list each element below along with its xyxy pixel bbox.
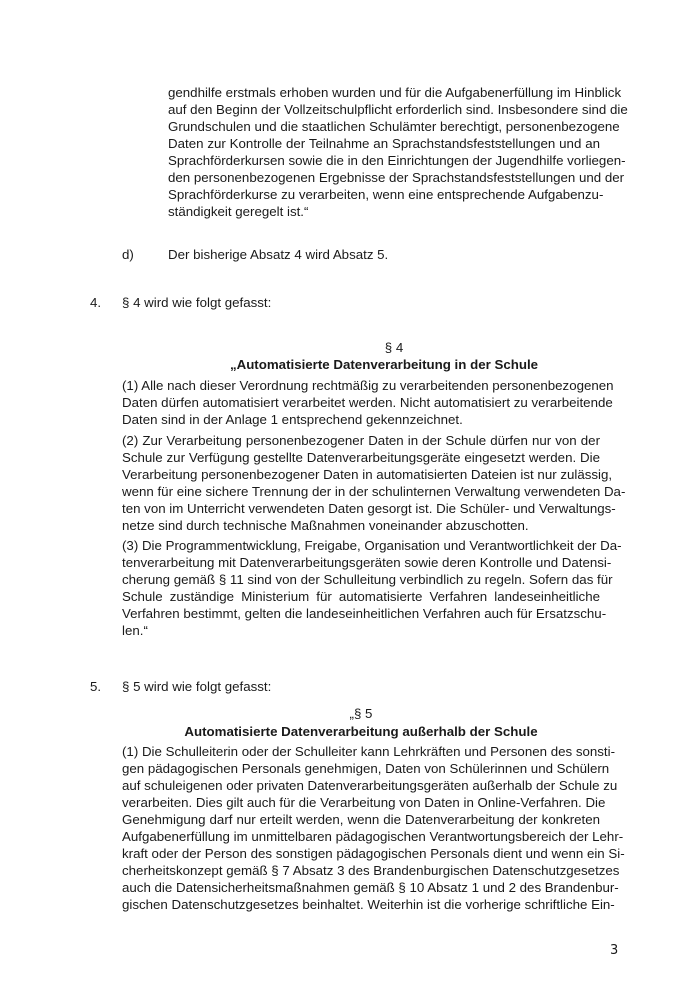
text-line: auf den Beginn der Vollzeitschulpflicht erforderlich sind. Insbesondere sind die (168, 102, 628, 117)
section-4-paragraph-2 (122, 432, 626, 534)
text-line: gischen Datenschutzgesetzes beinhaltet. Weiterhin ist die vorherige schriftliche Ein- (122, 897, 615, 912)
section-4-paragraph-1 (122, 377, 614, 428)
section-5-title: Automatisierte Datenverarbeitung außerhalb der Schule (184, 724, 538, 739)
section-5-number: „§ 5 (349, 706, 373, 721)
section-5-paragraph-1 (122, 743, 625, 913)
text-line: gen pädagogischen Personals genehmigen, Daten von Schülerinnen und Schülern (122, 761, 610, 776)
text-line: (2) Zur Verarbeitung personenbezogener Daten in der Schule dürfen nur von der (122, 433, 600, 448)
text-line: Daten zur Kontrolle der Teilnahme an Sprachstandsfeststellungen und an (168, 136, 600, 151)
text-line: kraft oder der Person des sonstigen pädagogischen Personals dient und wenn ein Si- (122, 846, 625, 861)
text-line: (3) Die Programmentwicklung, Freigabe, Organisation und Verantwortlichkeit der Da- (122, 538, 622, 553)
item-4-text: § 4 wird wie folgt gefasst: (122, 295, 272, 310)
text-line: len.“ (122, 623, 148, 638)
text-line: auch die Datensicherheitsmaßnahmen gemäß § 10 Absatz 1 und 2 des Brandenbur- (122, 880, 619, 895)
top-paragraph (168, 84, 628, 220)
text-line: (1) Die Schulleiterin oder der Schulleiter kann Lehrkräften und Personen des sonsti- (122, 744, 615, 759)
text-line: Sprachförderkurse zu verarbeiten, wenn eine entsprechende Aufgabenzu- (168, 187, 604, 202)
text-line: Sprachförderkursen sowie die in den Einrichtungen der Jugendhilfe vorliegen- (168, 153, 626, 168)
text-line: Aufgabenerfüllung im unmittelbaren pädagogischen Verantwortungsbereich der Lehr- (122, 829, 624, 844)
text-line: verarbeiten. Dies gilt auch für die Verarbeitung von Daten in Online-Verfahren. Die (122, 795, 606, 810)
text-line: Genehmigung darf nur erteilt werden, wenn die Datenverarbeitung der konkreten (122, 812, 600, 827)
item-5-text: § 5 wird wie folgt gefasst: (122, 679, 272, 694)
text-line: Verarbeitung personenbezogener Daten in automatisierten Dateien ist nur zulässig, (122, 467, 613, 482)
text-line: cherheitskonzept gemäß § 7 Absatz 3 des Brandenburgischen Datenschutzgesetzes (122, 863, 620, 878)
text-line: auf schuleigenen oder privaten Datenverarbeitungsgeräten außerhalb der Schule zu (122, 778, 618, 793)
text-line: gendhilfe erstmals erhoben wurden und für die Aufgabenerfüllung im Hinblick (168, 85, 622, 100)
text-line: wenn für eine sichere Trennung der in der schulinternen Verwaltung verwendeten Da- (122, 484, 626, 499)
text-line: den personenbezogenen Ergebnisse der Sprachstandsfeststellungen und der (168, 170, 625, 185)
item-5-label: 5. (90, 679, 102, 694)
text-line: Schule zur Verfügung gestellte Datenverarbeitungsgeräte eingesetzt werden. Die (122, 450, 600, 465)
item-d-label: d) (122, 247, 134, 262)
section-4-paragraph-3 (122, 537, 622, 639)
text-line: Verfahren bestimmt, gelten die landeseinheitlichen Verfahren auch für Ersatzschu- (122, 606, 607, 621)
item-d-text: Der bisherige Absatz 4 wird Absatz 5. (168, 247, 389, 262)
section-4-title: „Automatisierte Datenverarbeitung in der Schule (229, 357, 539, 372)
item-4-label: 4. (90, 295, 102, 310)
section-4-number: § 4 (384, 340, 404, 355)
text-line: ten von im Unterricht verwendeten Daten gesorgt ist. Die Schüler- und Verwaltungs- (122, 501, 616, 516)
text-line: (1) Alle nach dieser Verordnung rechtmäßig zu verarbeitenden personenbezogenen (122, 378, 614, 393)
text-line: tenverarbeitung mit Datenverarbeitungsgeräten sowie deren Kontrolle und Datensi- (122, 555, 612, 570)
text-line: Grundschulen und die staatlichen Schulämter berechtigt, personenbezogene (168, 119, 620, 134)
text-line: netze sind durch technische Maßnahmen voneinander abzuschotten. (122, 518, 529, 533)
text-line: Daten sind in der Anlage 1 entsprechend gekennzeichnet. (122, 412, 463, 427)
text-line: ständigkeit geregelt ist.“ (168, 204, 309, 219)
page-number: 3 (610, 943, 619, 958)
text-line: cherung gemäß § 11 sind von der Schulleitung verbindlich zu regeln. Sofern das für (122, 572, 613, 587)
text-line: Schule zuständige Ministerium für automatisierte Verfahren landeseinheitliche (122, 589, 600, 604)
text-line: Daten dürfen automatisiert verarbeitet werden. Nicht automatisiert zu verarbeitende (122, 395, 613, 410)
